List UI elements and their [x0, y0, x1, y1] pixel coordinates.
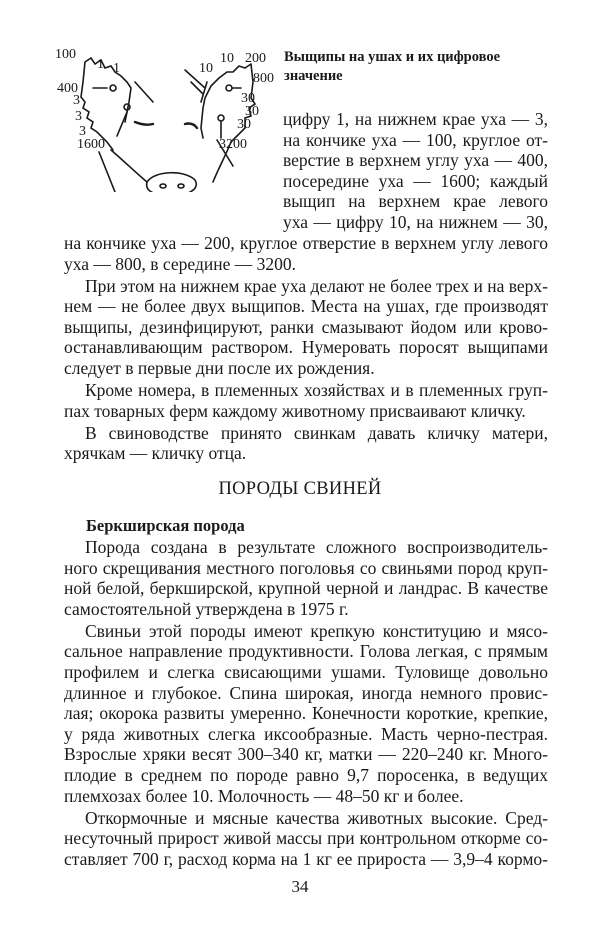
paragraph: [64, 537, 548, 619]
text-line: пах товарных ферм каждому животному присваивают кличку.: [64, 400, 526, 421]
text-line: посередине уха — 1600; каждый: [283, 170, 548, 191]
paragraph: [64, 380, 548, 421]
notch-label: 10: [220, 51, 234, 66]
notch-label: 1: [97, 57, 104, 72]
notch-label: 3200: [219, 137, 247, 152]
text-line: длинное и глубокое. Спина широкая, иногда немного провис-: [64, 682, 548, 703]
wrapped-text: [283, 109, 548, 233]
text-line: у ряда животных слегка иксообразные. Масть черно-пестрая.: [64, 723, 548, 744]
text-line: выщип на верхнем крае левого: [283, 191, 548, 212]
text-line: племхозах более 10. Молочность — 48–50 кг и более.: [64, 785, 464, 806]
text-line: нем — не более двух выщипов. Места на ушах, где производят: [64, 296, 548, 317]
text-line: В свиноводстве принято свинкам давать кличку матери,: [85, 422, 548, 443]
text-line: ной белой, беркширской, крупной черной и ландрас. В качестве: [64, 578, 548, 599]
text-line: лая; окорока развиты умеренно. Конечности короткие, крепкие,: [64, 703, 548, 724]
lower-text: [64, 537, 548, 871]
text-line: Порода создана в результате сложного воспроизводитель-: [85, 537, 548, 557]
notch-label: 1600: [77, 137, 105, 152]
text-line: Взрослые хряки весят 300–340 кг, матки — 220–240 кг. Много-: [64, 744, 548, 765]
subsection-title: Беркширская порода: [86, 516, 245, 535]
notch-label: 3: [73, 93, 80, 108]
text-line: сальное направление продуктивности. Голова легкая, с прямым: [64, 641, 548, 662]
text-line: несуточный прирост живой массы при контрольном откорме со-: [64, 828, 548, 849]
notch-label: 400: [57, 81, 78, 96]
text-line: верстие в верхнем углу уха — 400,: [283, 150, 548, 171]
paragraph: [64, 808, 548, 870]
text-line: ставляет 700 г, расход корма на 1 кг ее прироста — 3,9–4 кормо-: [64, 848, 548, 869]
text-line: выщипы, дезинфицируют, ранки смазывают йодом или крово-: [64, 316, 548, 337]
paragraph: [64, 423, 548, 464]
text-line: следует в первые дни после их рождения.: [64, 358, 375, 379]
notch-label: 3: [79, 124, 86, 139]
text-line: Откормочные и мясные качества животных высокие. Сред-: [85, 807, 548, 828]
text-line: При этом на нижнем крае уха делают не более трех и на верх-: [85, 275, 548, 296]
text-line: на кончике уха — 100, круглое от-: [283, 129, 548, 150]
notch-label: 200: [245, 51, 266, 66]
section-title: ПОРОДЫ СВИНЕЙ: [218, 479, 382, 499]
paragraph: [64, 621, 548, 806]
text-line: уха — 800, в середине — 3200.: [64, 253, 296, 274]
notch-label: 800: [253, 71, 274, 86]
text-line: самостоятельной утверждена в 1975 г.: [64, 598, 349, 619]
text-line: уха — цифру 10, на нижнем — 30,: [283, 211, 548, 232]
notch-label: 10: [199, 61, 213, 76]
text-line: Кроме номера, в племенных хозяйствах и в племенных груп-: [85, 380, 548, 401]
ear-notch-figure: [55, 42, 280, 192]
paragraph: [64, 233, 548, 274]
notch-label: 3: [75, 109, 82, 124]
text-line: останавливающим раствором. Нумеровать поросят выщипами: [64, 337, 548, 358]
figure-caption: Выщипы на ушах и их цифровое значение: [284, 49, 501, 84]
pig-head-illustration: [55, 42, 280, 192]
text-line: профилем и слегка свисающими ушами. Туловище довольно: [64, 662, 548, 683]
page-number: 34: [291, 877, 309, 896]
text-line: на кончике уха — 200, круглое отверстие в верхнем углу левого: [64, 233, 548, 253]
notch-label: 30: [237, 117, 251, 132]
upper-text: [64, 233, 548, 466]
notch-label: 30: [241, 91, 255, 106]
text-line: ного скрещивания местного поголовья со свиньями пород круп-: [64, 557, 548, 578]
notch-label: 30: [245, 104, 259, 119]
text-line: Свиньи этой породы имеют крепкую конституцию и мясо-: [85, 620, 548, 641]
notch-label: 100: [55, 47, 76, 62]
paragraph: [64, 276, 548, 379]
text-line: хрячкам — кличку отца.: [64, 443, 247, 464]
text-line: цифру 1, на нижнем крае уха — 3,: [283, 109, 548, 129]
notch-label: 1: [113, 61, 120, 76]
text-line: плодие в среднем по породе равно 9,7 поросенка, в ведущих: [64, 765, 548, 786]
